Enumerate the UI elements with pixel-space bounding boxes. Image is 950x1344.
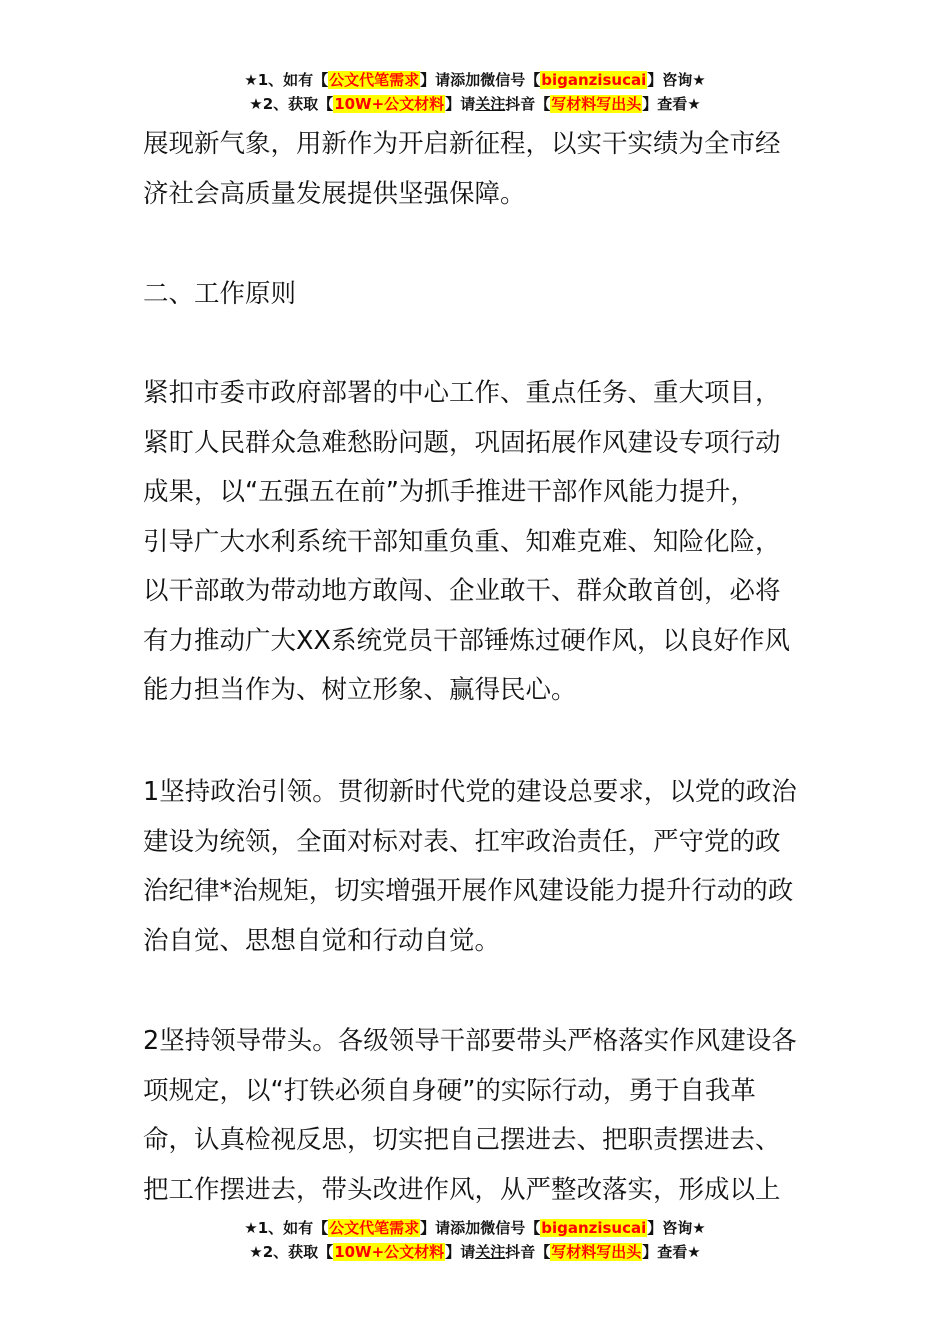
promo-line-1 — [0, 68, 950, 92]
promo-bold-underline: 关注 — [475, 1243, 506, 1261]
promo-text: 】请添 — [420, 71, 466, 89]
principle-paragraph — [143, 369, 808, 716]
promo-banner-top — [0, 68, 950, 116]
promo-text: 】咨询★ — [647, 1219, 706, 1237]
highlight-materials: 10W+公文材料 — [334, 1243, 445, 1261]
promo-text: 微信号【 — [480, 1219, 541, 1237]
text-line: 1坚持政治引领。贯彻新时代党的建设总要求，以党的政治 — [143, 777, 797, 807]
promo-text: 】查看★ — [642, 95, 701, 113]
text-line: 把工作摆进去，带头改进作风，从严整改落实，形成以上 — [143, 1174, 781, 1205]
promo-text: 抖音【 — [505, 95, 551, 113]
promo-text: ★1、如有【 — [244, 1219, 329, 1237]
text-line: 2坚持领导带头。各级领导干部要带头严格落实作风建设各 — [143, 1026, 797, 1056]
text-line: 紧盯人民群众急难愁盼问题，巩固拓展作风建设专项行动 — [143, 427, 781, 458]
text-line: 成果，以“五强五在前”为抓手推进干部作风能力提升， — [143, 477, 756, 507]
promo-text: ★2、获取【 — [249, 95, 334, 113]
promo-text: ★1、如有【 — [244, 71, 329, 89]
text-line: 命，认真检视反思，切实把自己摆进去、把职责摆进去、 — [143, 1125, 781, 1155]
highlight-materials: 10W+公文材料 — [334, 95, 445, 113]
highlight-service: 公文代笔需求 — [329, 1219, 420, 1237]
text-line: 治自觉、思想自觉和行动自觉。 — [143, 925, 501, 956]
promo-text: 】咨询★ — [647, 71, 706, 89]
highlight-wechat: biganzisucai — [541, 1219, 647, 1237]
promo-banner-bottom — [0, 1216, 950, 1264]
highlight-douyin: 写材料写出头 — [551, 95, 642, 113]
item-2-paragraph — [143, 1017, 808, 1215]
promo-text: ★2、获取【 — [249, 1243, 334, 1261]
promo-text: 】查看★ — [642, 1243, 701, 1261]
promo-bold-underline: 关注 — [475, 95, 506, 113]
promo-text: 】请 — [445, 95, 476, 113]
text-line: 能力担当作为、树立形象、赢得民心。 — [143, 675, 577, 705]
highlight-douyin: 写材料写出头 — [551, 1243, 642, 1261]
intro-paragraph — [143, 120, 808, 219]
text-line: 引导广大水利系统干部知重负重、知难克难、知险化险， — [143, 526, 781, 557]
heading-text: 二、工作原则 — [143, 279, 297, 309]
item-1-paragraph — [143, 768, 808, 966]
text-line: 以干部敢为带动地方敢闯、企业敢干、群众敢首创，必将 — [143, 576, 781, 606]
promo-text: 抖音【 — [505, 1243, 551, 1261]
promo-line-2 — [0, 1240, 950, 1264]
text-line: 有力推动广大XX系统党员干部锤炼过硬作风，以良好作风 — [143, 625, 790, 656]
promo-bold: 加 — [465, 1219, 481, 1237]
text-line: 济社会高质量发展提供坚强保障。 — [143, 178, 526, 209]
text-line: 展现新气象，用新作为开启新征程，以实干实绩为全市经 — [143, 129, 781, 159]
text-line: 建设为统领，全面对标对表、扛牢政治责任，严守党的政 — [143, 826, 781, 857]
text-line: 治纪律*治规矩，切实增强开展作风建设能力提升行动的政 — [143, 876, 794, 906]
promo-bold: 加 — [465, 71, 481, 89]
text-line: 项规定，以“打铁必须自身硬”的实际行动，勇于自我革 — [143, 1075, 756, 1106]
section-heading — [143, 270, 808, 320]
highlight-service: 公文代笔需求 — [329, 71, 420, 89]
highlight-wechat: biganzisucai — [541, 71, 647, 89]
promo-text: 微信号【 — [480, 71, 541, 89]
text-line: 紧扣市委市政府部署的中心工作、重点任务、重大项目， — [143, 378, 781, 408]
promo-text: 】请添 — [420, 1219, 466, 1237]
promo-text: 】请 — [445, 1243, 476, 1261]
promo-line-2 — [0, 92, 950, 116]
promo-line-1 — [0, 1216, 950, 1240]
